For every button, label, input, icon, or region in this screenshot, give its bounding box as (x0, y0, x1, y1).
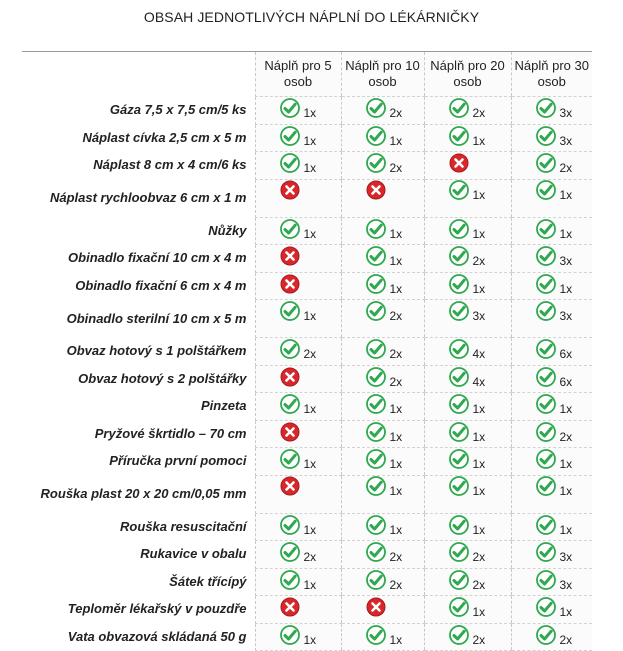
check-icon (366, 339, 386, 359)
check-icon (280, 515, 300, 535)
check-icon (536, 394, 556, 414)
table-cell (341, 300, 424, 338)
table-cell (341, 97, 424, 125)
check-icon (449, 339, 469, 359)
check-icon (280, 153, 300, 173)
quantity-label: 2x (472, 106, 486, 121)
table-cell (511, 365, 592, 393)
table-cell (511, 179, 592, 217)
quantity-label: 2x (472, 632, 486, 647)
table-row (22, 300, 592, 338)
check-icon (536, 153, 556, 173)
quantity-label: 1x (559, 457, 573, 472)
row-label: Obinadlo fixační 10 cm x 4 m (68, 250, 247, 266)
table-row (22, 245, 592, 273)
row-label: Pryžové škrtidlo – 70 cm (94, 425, 247, 441)
check-icon (280, 449, 300, 469)
table-row (22, 365, 592, 393)
check-icon (536, 180, 556, 200)
row-label: Náplast cívka 2,5 cm x 5 m (82, 129, 247, 145)
quantity-label: 2x (559, 161, 573, 176)
table-cell (424, 338, 511, 366)
check-icon (536, 570, 556, 590)
table-cell (424, 568, 511, 596)
quantity-label: 1x (389, 226, 403, 241)
check-icon (366, 515, 386, 535)
check-icon (536, 515, 556, 535)
column-header: Náplň pro 20 osob (424, 52, 511, 97)
row-label: Příručka první pomoci (109, 453, 247, 469)
check-icon (449, 126, 469, 146)
check-icon (280, 219, 300, 239)
table-cell (424, 513, 511, 541)
quantity-label: 1x (472, 429, 486, 444)
table-cell (341, 152, 424, 180)
quantity-label: 3x (559, 550, 573, 565)
quantity-label: 1x (559, 484, 573, 498)
table-cell (255, 152, 341, 180)
table-cell (511, 596, 592, 624)
check-icon (449, 301, 469, 321)
quantity-label: 1x (389, 254, 403, 269)
check-icon (280, 542, 300, 562)
cross-icon (366, 597, 386, 617)
check-icon (366, 126, 386, 146)
table-row (22, 448, 592, 476)
quantity-label: 1x (303, 161, 317, 176)
row-label: Obinadlo sterilní 10 cm x 5 m (66, 310, 247, 326)
row-label: Gáza 7,5 x 7,5 cm/5 ks (109, 102, 247, 118)
table-cell (341, 393, 424, 421)
table-cell (424, 393, 511, 421)
table-cell (341, 245, 424, 273)
check-icon (366, 274, 386, 294)
check-icon (449, 219, 469, 239)
quantity-label: 3x (559, 106, 573, 121)
table-cell (341, 568, 424, 596)
table-cell (424, 97, 511, 125)
table-cell (255, 179, 341, 217)
quantity-label: 1x (472, 522, 486, 537)
table-cell (424, 448, 511, 476)
quantity-label: 1x (389, 133, 403, 148)
quantity-label: 1x (559, 188, 573, 202)
quantity-label: 1x (472, 188, 486, 202)
column-header: Náplň pro 10 osob (341, 52, 424, 97)
check-icon (449, 449, 469, 469)
table-cell (511, 448, 592, 476)
check-icon (449, 394, 469, 414)
table-cell (341, 365, 424, 393)
table-cell (341, 541, 424, 569)
quantity-label: 3x (559, 308, 573, 323)
table-cell (424, 245, 511, 273)
check-icon (449, 274, 469, 294)
table-cell (424, 217, 511, 245)
table-body (22, 97, 592, 651)
table-cell (424, 365, 511, 393)
contents-table (22, 52, 592, 651)
quantity-label: 2x (559, 632, 573, 647)
table-row (22, 179, 592, 217)
check-icon (366, 476, 386, 496)
check-icon (536, 246, 556, 266)
check-icon (366, 153, 386, 173)
table-cell (341, 475, 424, 513)
quantity-label: 1x (389, 429, 403, 444)
quantity-label: 3x (472, 308, 486, 323)
row-label: Náplast rychloobvaz 6 cm x 1 m (49, 190, 247, 205)
quantity-label: 1x (472, 457, 486, 472)
table-cell (341, 179, 424, 217)
table-cell (341, 124, 424, 152)
table-cell (511, 97, 592, 125)
table-cell (511, 513, 592, 541)
quantity-label: 2x (303, 347, 317, 362)
row-label: Šátek třícípý (169, 573, 247, 589)
check-icon (449, 476, 469, 496)
header-row (22, 52, 592, 97)
table-cell (511, 475, 592, 513)
check-icon (449, 98, 469, 118)
quantity-label: 1x (472, 484, 486, 498)
table-row (22, 124, 592, 152)
quantity-label: 1x (389, 457, 403, 472)
table-cell (341, 596, 424, 624)
table-row (22, 596, 592, 624)
table-row (22, 97, 592, 125)
quantity-label: 1x (559, 281, 573, 296)
table-cell (511, 152, 592, 180)
table-row (22, 272, 592, 300)
quantity-label: 2x (389, 374, 403, 389)
check-icon (449, 515, 469, 535)
cross-icon (280, 274, 300, 294)
quantity-label: 3x (559, 254, 573, 269)
check-icon (536, 219, 556, 239)
table-cell (341, 513, 424, 541)
check-icon (536, 542, 556, 562)
quantity-label: 1x (472, 226, 486, 241)
quantity-label: 4x (472, 347, 486, 362)
quantity-label: 1x (303, 106, 317, 121)
quantity-label: 1x (559, 226, 573, 241)
check-icon (449, 625, 469, 645)
quantity-label: 1x (303, 577, 317, 592)
table-cell (511, 420, 592, 448)
check-icon (366, 570, 386, 590)
quantity-label: 3x (559, 133, 573, 148)
quantity-label: 1x (472, 402, 486, 417)
quantity-label: 1x (389, 522, 403, 537)
quantity-label: 2x (389, 550, 403, 565)
row-label: Pinzeta (200, 398, 247, 414)
table-cell (511, 272, 592, 300)
row-label: Nůžky (208, 222, 247, 238)
table-cell (255, 245, 341, 273)
table-row (22, 420, 592, 448)
quantity-label: 1x (559, 402, 573, 417)
quantity-label: 1x (389, 484, 403, 498)
header-corner (22, 52, 255, 97)
table-cell (341, 338, 424, 366)
check-icon (280, 394, 300, 414)
row-label: Rouška resuscitační (120, 518, 247, 534)
check-icon (280, 570, 300, 590)
quantity-label: 2x (389, 161, 403, 176)
row-label: Náplast 8 cm x 4 cm/6 ks (93, 157, 247, 173)
check-icon (366, 422, 386, 442)
check-icon (280, 625, 300, 645)
quantity-label: 3x (559, 577, 573, 592)
column-header: Náplň pro 5 osob (255, 52, 341, 97)
check-icon (366, 542, 386, 562)
check-icon (536, 625, 556, 645)
check-icon (366, 367, 386, 387)
check-icon (449, 367, 469, 387)
table-cell (255, 513, 341, 541)
check-icon (536, 301, 556, 321)
cross-icon (280, 597, 300, 617)
check-icon (449, 422, 469, 442)
page-title: OBSAH JEDNOTLIVÝCH NÁPLNÍ DO LÉKÁRNIČKY (143, 9, 480, 25)
table-cell (424, 124, 511, 152)
table-cell (341, 448, 424, 476)
quantity-label: 1x (472, 133, 486, 148)
quantity-label: 6x (559, 347, 573, 362)
check-icon (366, 394, 386, 414)
quantity-label: 1x (389, 281, 403, 296)
table-cell (511, 393, 592, 421)
quantity-label: 2x (389, 308, 403, 323)
table-cell (424, 179, 511, 217)
quantity-label: 2x (303, 550, 317, 565)
table-cell (424, 420, 511, 448)
table-cell (511, 124, 592, 152)
table-cell (424, 152, 511, 180)
table-cell (255, 568, 341, 596)
check-icon (449, 570, 469, 590)
row-label: Rukavice v obalu (140, 546, 247, 562)
table-cell (255, 420, 341, 448)
table-row (22, 475, 592, 513)
check-icon (536, 274, 556, 294)
table-cell (255, 393, 341, 421)
table-cell (424, 475, 511, 513)
quantity-label: 1x (472, 281, 486, 296)
check-icon (366, 246, 386, 266)
quantity-label: 1x (303, 133, 317, 148)
check-icon (366, 98, 386, 118)
check-icon (366, 301, 386, 321)
row-label: Obinadlo fixační 6 cm x 4 m (75, 277, 247, 293)
table-cell (511, 300, 592, 338)
quantity-label: 1x (303, 457, 317, 472)
table-row (22, 217, 592, 245)
check-icon (536, 367, 556, 387)
column-header: Náplň pro 30 osob (511, 52, 592, 97)
table-cell (255, 365, 341, 393)
quantity-label: 2x (389, 577, 403, 592)
row-label: Rouška plast 20 x 20 cm/0,05 mm (40, 486, 247, 501)
check-icon (280, 126, 300, 146)
table-cell (255, 448, 341, 476)
table-cell (424, 541, 511, 569)
row-label: Obvaz hotový s 2 polštářky (78, 370, 247, 386)
cross-icon (280, 476, 300, 496)
row-label: Vata obvazová skládaná 50 g (67, 628, 247, 644)
check-icon (366, 219, 386, 239)
table-cell (511, 217, 592, 245)
quantity-label: 1x (472, 605, 486, 620)
cross-icon (280, 246, 300, 266)
quantity-label: 2x (389, 106, 403, 121)
table-cell (255, 475, 341, 513)
table-cell (341, 272, 424, 300)
table-cell (255, 300, 341, 338)
check-icon (536, 597, 556, 617)
quantity-label: 4x (472, 374, 486, 389)
cross-icon (366, 180, 386, 200)
table-cell (341, 420, 424, 448)
row-label: Obvaz hotový s 1 polštářkem (66, 343, 247, 359)
check-icon (536, 339, 556, 359)
table-cell (511, 338, 592, 366)
table-cell (255, 338, 341, 366)
cross-icon (280, 422, 300, 442)
check-icon (449, 180, 469, 200)
table-row (22, 393, 592, 421)
check-icon (280, 301, 300, 321)
table-row (22, 568, 592, 596)
quantity-label: 2x (472, 577, 486, 592)
quantity-label: 1x (303, 522, 317, 537)
table-cell (424, 596, 511, 624)
quantity-label: 1x (303, 308, 317, 323)
check-icon (449, 542, 469, 562)
quantity-label: 2x (559, 429, 573, 444)
table-cell (255, 272, 341, 300)
check-icon (536, 422, 556, 442)
quantity-label: 2x (472, 254, 486, 269)
check-icon (366, 449, 386, 469)
table-cell (255, 124, 341, 152)
table-cell (511, 568, 592, 596)
check-icon (536, 98, 556, 118)
table-cell (255, 596, 341, 624)
table-cell (511, 541, 592, 569)
check-icon (449, 246, 469, 266)
table-cell (255, 97, 341, 125)
check-icon (280, 339, 300, 359)
check-icon (536, 476, 556, 496)
cross-icon (280, 180, 300, 200)
table-cell (255, 541, 341, 569)
quantity-label: 1x (389, 632, 403, 647)
quantity-label: 1x (303, 402, 317, 417)
check-icon (280, 98, 300, 118)
quantity-label: 1x (389, 402, 403, 417)
quantity-label: 1x (559, 522, 573, 537)
table-cell (341, 217, 424, 245)
quantity-label: 2x (389, 347, 403, 362)
cross-icon (449, 153, 469, 173)
table-row (22, 513, 592, 541)
check-icon (536, 126, 556, 146)
quantity-label: 1x (303, 226, 317, 241)
quantity-label: 1x (303, 632, 317, 647)
check-icon (449, 597, 469, 617)
cross-icon (280, 367, 300, 387)
check-icon (536, 449, 556, 469)
table-cell (424, 300, 511, 338)
table-row (22, 541, 592, 569)
table-cell (255, 217, 341, 245)
table-cell (511, 245, 592, 273)
table-row (22, 338, 592, 366)
table-cell (424, 272, 511, 300)
table-row (22, 152, 592, 180)
check-icon (366, 625, 386, 645)
quantity-label: 6x (559, 374, 573, 389)
row-label: Teploměr lékařský v pouzdře (67, 601, 247, 617)
quantity-label: 2x (472, 550, 486, 565)
quantity-label: 1x (559, 605, 573, 620)
